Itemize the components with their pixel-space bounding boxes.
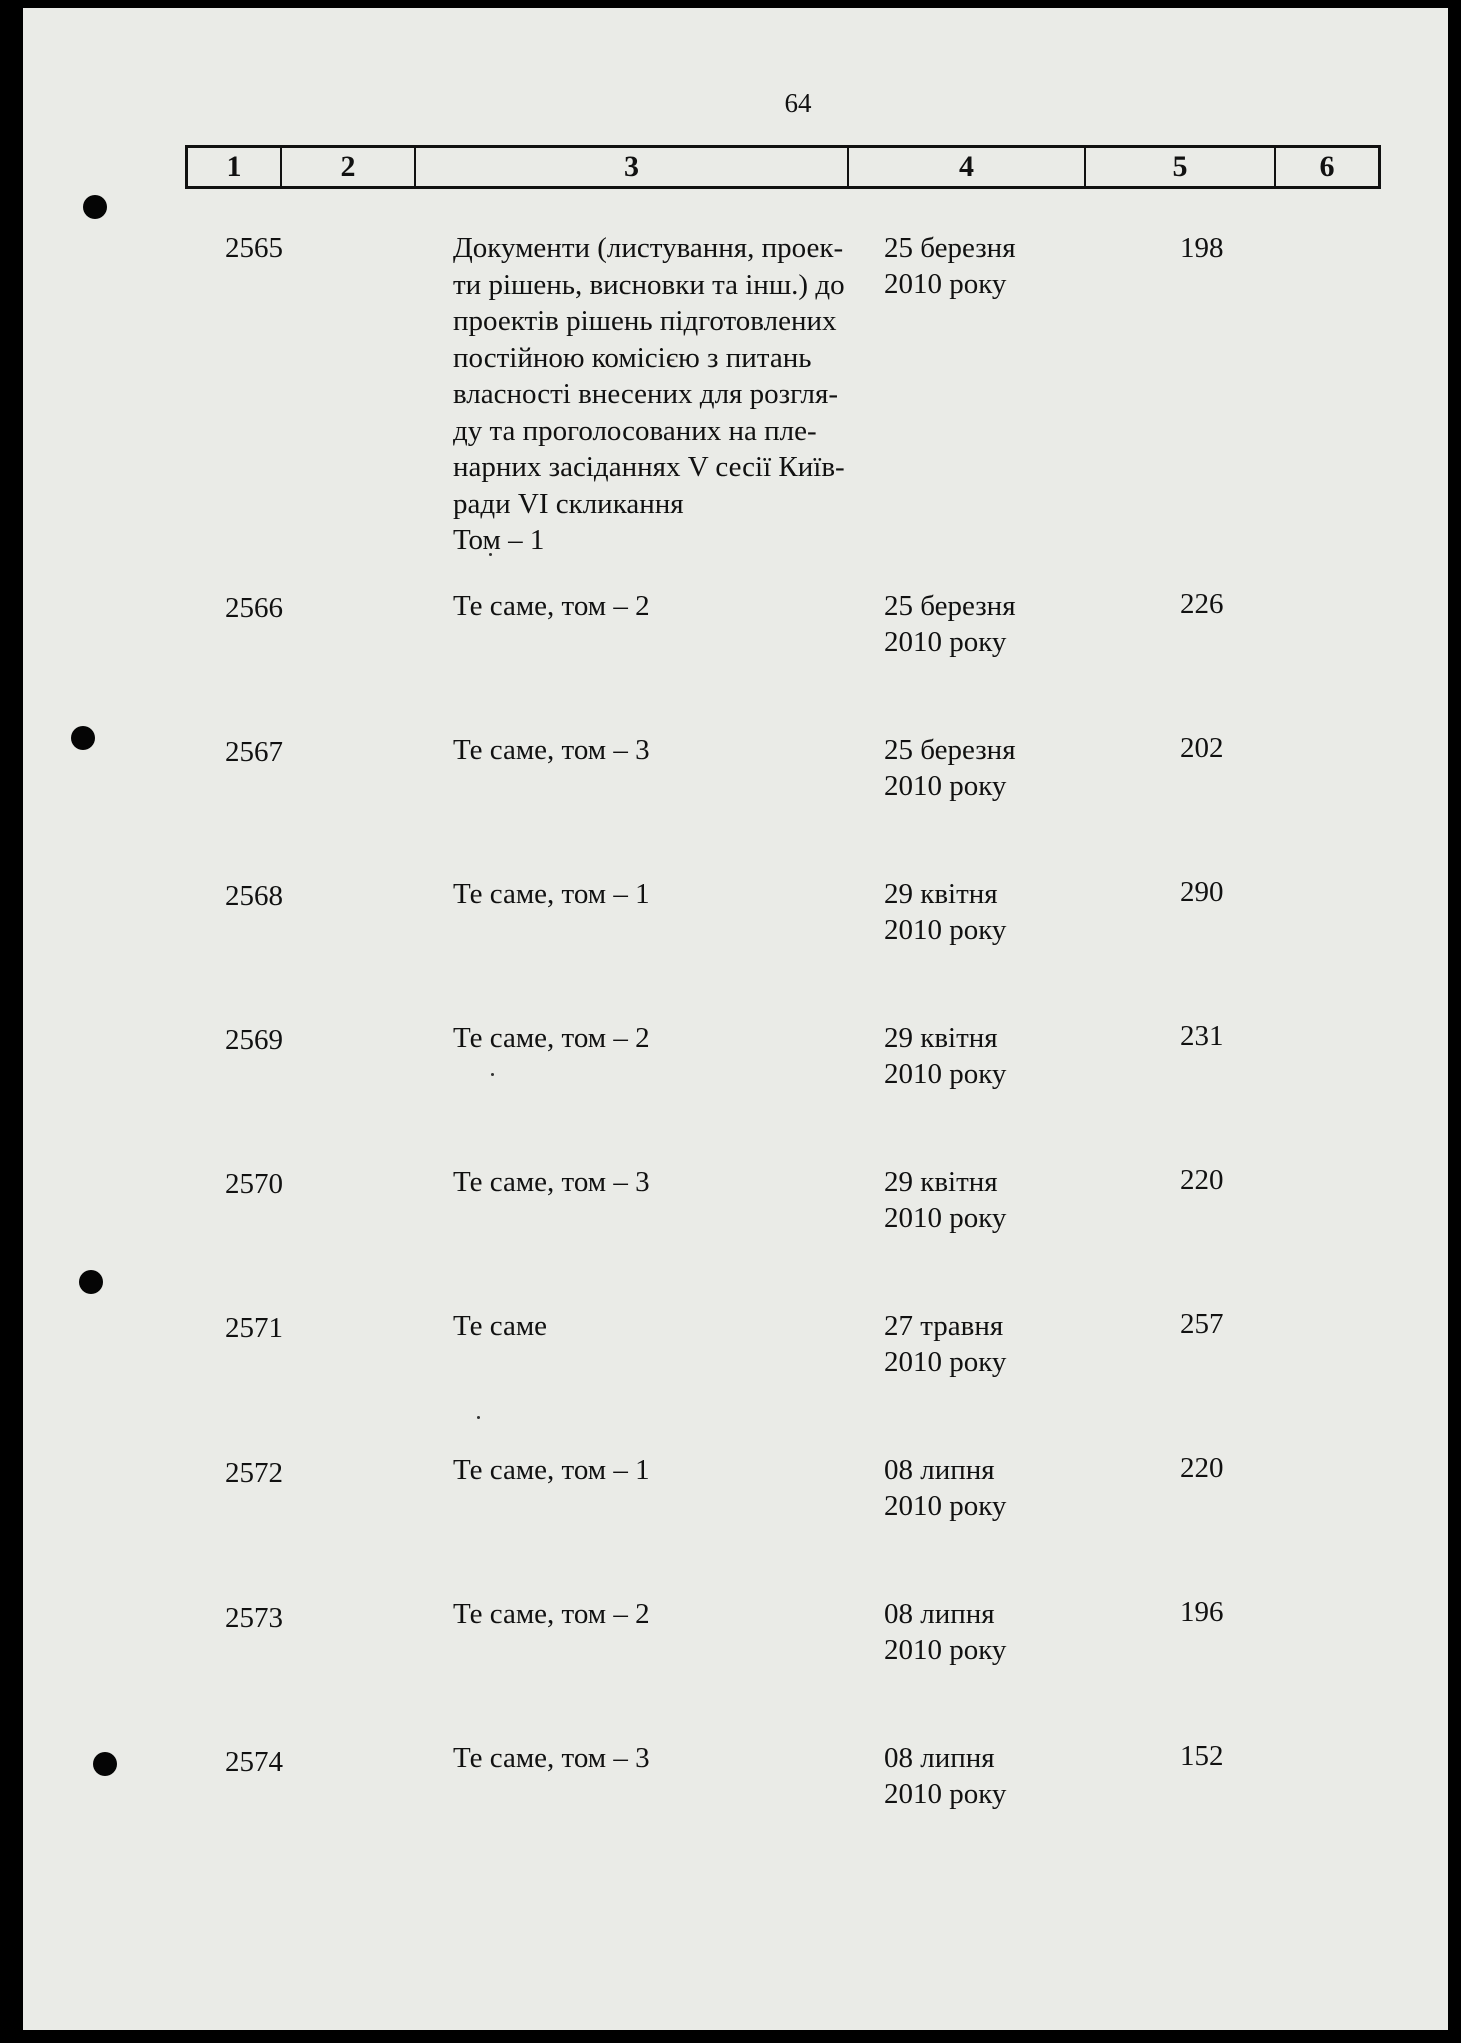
- row-2565-sheets: 198: [1180, 232, 1224, 264]
- row-2570-date-line2: 2010 року: [884, 1202, 1007, 1234]
- row-2574-date-line2: 2010 року: [884, 1778, 1007, 1810]
- row-2565-description: Документи (листування, проек- ти рішень, висновки та інш.) до проектів рішень підготовлених постійною комісією з питань власності внесених для розгля- ду та проголосованих на пле- нарних засіданнях V сесії Київ- ради VI скликання Том – 1: [453, 232, 845, 556]
- row-2567-date-line2: 2010 року: [884, 770, 1007, 802]
- row-2569-number: 2569: [225, 1024, 283, 1056]
- row-2573-description: Те саме, том – 2: [453, 1598, 650, 1630]
- speck: [477, 1416, 480, 1419]
- row-2571-description: Те саме: [453, 1310, 548, 1342]
- row-2573-date-line1: 08 липня: [884, 1598, 995, 1630]
- row-2571-sheets: 257: [1180, 1308, 1224, 1340]
- row-2573-sheets: 196: [1180, 1596, 1224, 1628]
- row-2565-date-line1: 25 березня: [884, 232, 1016, 264]
- row-2568-date-line1: 29 квітня: [884, 878, 998, 910]
- document-page: [23, 8, 1448, 2030]
- row-2574-number: 2574: [225, 1746, 283, 1778]
- table-header: [185, 145, 1381, 189]
- row-2567-description: Те саме, том – 3: [453, 734, 650, 766]
- page-number: 64: [784, 88, 812, 118]
- row-2573-date-line2: 2010 року: [884, 1634, 1007, 1666]
- binder-hole-1: [83, 195, 107, 219]
- header-col-2: 2: [282, 148, 416, 186]
- row-2572-date-line2: 2010 року: [884, 1490, 1007, 1522]
- row-2570-date-line1: 29 квітня: [884, 1166, 998, 1198]
- binder-hole-2: [71, 726, 95, 750]
- header-col-1: 1: [188, 148, 282, 186]
- header-col-6: 6: [1319, 150, 1335, 183]
- binder-hole-4: [93, 1752, 117, 1776]
- row-2566-description: Те саме, том – 2: [453, 590, 650, 622]
- row-2567-sheets: 202: [1180, 732, 1224, 764]
- row-2574-sheets: 152: [1180, 1740, 1224, 1772]
- row-2572-sheets: 220: [1180, 1452, 1224, 1484]
- row-2566-number: 2566: [225, 592, 283, 624]
- row-2572-number: 2572: [225, 1457, 283, 1489]
- row-2571-number: 2571: [225, 1312, 283, 1344]
- row-2567-number: 2567: [225, 736, 283, 768]
- row-2566-date-line1: 25 березня: [884, 590, 1016, 622]
- row-2565-number: 2565: [225, 232, 283, 264]
- row-2570-number: 2570: [225, 1168, 283, 1200]
- row-2569-date-line1: 29 квітня: [884, 1022, 998, 1054]
- row-2573-number: 2573: [225, 1602, 283, 1634]
- row-2572-date-line1: 08 липня: [884, 1454, 995, 1486]
- header-col-4: 4: [849, 148, 1086, 186]
- header-col-5: 5: [1086, 148, 1276, 186]
- row-2566-sheets: 226: [1180, 588, 1224, 620]
- row-2570-sheets: 220: [1180, 1164, 1224, 1196]
- speck: [491, 1073, 494, 1076]
- row-2570-description: Те саме, том – 3: [453, 1166, 650, 1198]
- row-2565-date-line2: 2010 року: [884, 268, 1007, 300]
- row-2568-date-line2: 2010 року: [884, 914, 1007, 946]
- row-2572-description: Те саме, том – 1: [453, 1454, 650, 1486]
- row-2568-sheets: 290: [1180, 876, 1224, 908]
- row-2574-description: Те саме, том – 3: [453, 1742, 650, 1774]
- row-2569-description: Те саме, том – 2: [453, 1022, 650, 1054]
- header-col-3: 3: [416, 148, 849, 186]
- row-2569-date-line2: 2010 року: [884, 1058, 1007, 1090]
- row-2569-sheets: 231: [1180, 1020, 1224, 1052]
- row-2568-number: 2568: [225, 880, 283, 912]
- row-2568-description: Те саме, том – 1: [453, 878, 650, 910]
- row-2566-date-line2: 2010 року: [884, 626, 1007, 658]
- row-2571-date-line1: 27 травня: [884, 1310, 1004, 1342]
- binder-hole-3: [79, 1270, 103, 1294]
- row-2567-date-line1: 25 березня: [884, 734, 1016, 766]
- row-2574-date-line1: 08 липня: [884, 1742, 995, 1774]
- row-2571-date-line2: 2010 року: [884, 1346, 1007, 1378]
